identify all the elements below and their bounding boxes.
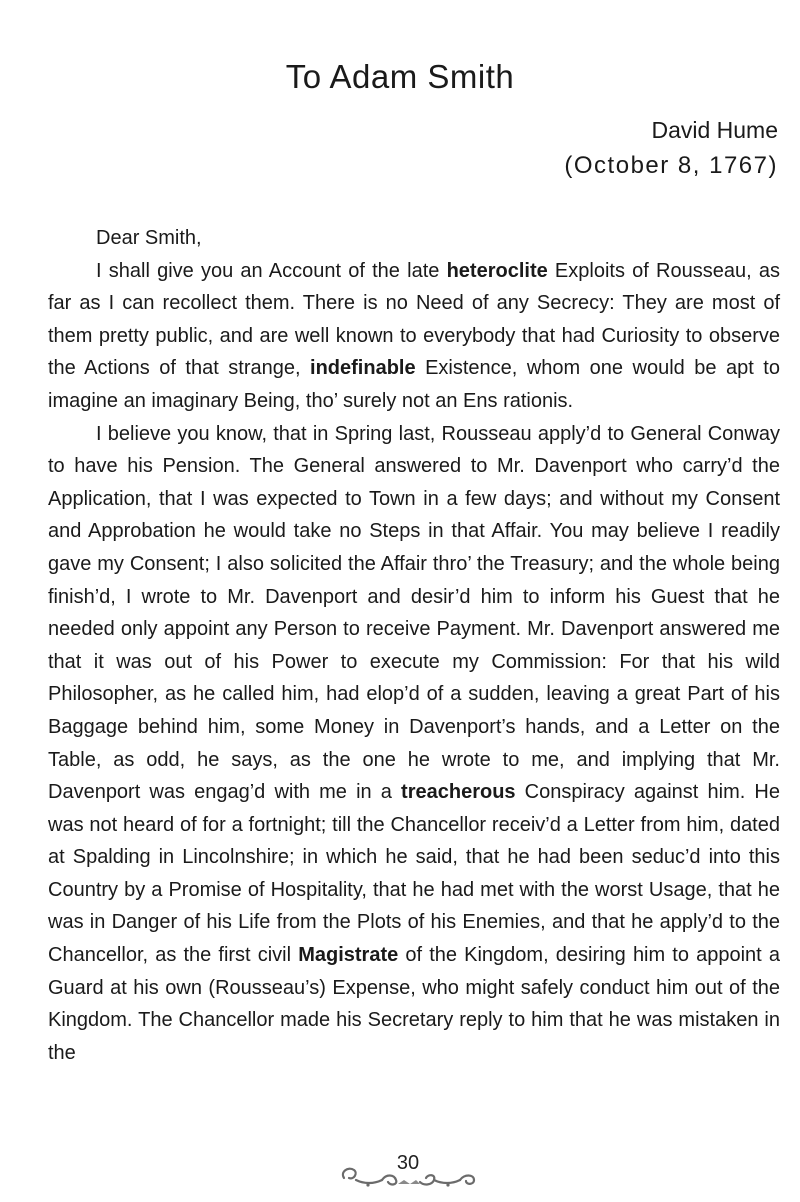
paragraph-text: Exploits of Rousseau, as far as I can recollect them. There is no Need of any Secrecy: They are most of them pretty public, and are well known to everybody that had Curiosity to observe the Actions of that strange, [48, 259, 780, 380]
paragraph-text: of the Kingdom, desiring him to appoint a Guard at his own (Rousseau’s) Expense, who might safely conduct him out of the Kingdom. The Chancellor made his Secretary reply to him that he was mistaken in the [48, 944, 780, 1064]
bold-term-magistrate: Magistrate [298, 944, 399, 967]
bold-term-indefinable: indefinable [310, 357, 416, 380]
page-number: 30 [396, 1152, 420, 1174]
paragraph-1 [48, 255, 780, 418]
page-title: To Adam Smith [285, 58, 515, 95]
page-footer [0, 1152, 800, 1192]
paragraph-text: Conspiracy against him. He was not heard of for a fortnight; till the Chancellor receiv’d a Letter from him, dated at Spalding in Lincolnshire; in which he said, that he had been seduc’d into this Country by a Promise of Hospitality, that he had met with the worst Usage, that he was in Danger of his Life from the Plots of his Enemies, and that he apply’d to the Chancellor, as the first civil [48, 781, 780, 967]
author-name: David Hume [651, 117, 778, 143]
bold-term-treacherous: treacherous [401, 781, 516, 804]
letter-date: (October 8, 1767) [564, 152, 778, 179]
paragraph-text: I shall give you an Account of the late [96, 259, 447, 282]
bold-term-heteroclite: heteroclite [446, 259, 548, 282]
paragraph-text: I believe you know, that in Spring last, Rousseau apply’d to General Conway to have his Pension. The General answered to Mr. Davenport who carry’d the Application, that I was expected to Town in a few days; and without my Consent and Approbation he would take no Steps in that Affair. You may believe I readily gave my Consent; I also solicited the Affair thro’ the Treasury; and the whole being finish’d, I wrote to Mr. Davenport and desir’d him to inform his Guest that he needed only appoint any Person to receive Payment. Mr. Davenport answered me that it was out of his Power to execute my Commission: For that his wild Philosopher, as he called him, had elop’d of a sudden, leaving a great Part of his Baggage behind him, some Money in Davenport’s hands, and a Letter on the Table, as odd, he says, as the one he wrote to me, and implying that Mr. Davenport was engag’d with me in a [48, 422, 780, 804]
salutation: Dear Smith, [96, 227, 202, 249]
paragraph-2 [48, 418, 780, 1070]
paragraph-text: Existence, whom one would be apt to imagine an imaginary Being, tho’ surely not an Ens rationis. [48, 357, 780, 412]
letter-body [48, 222, 780, 1069]
